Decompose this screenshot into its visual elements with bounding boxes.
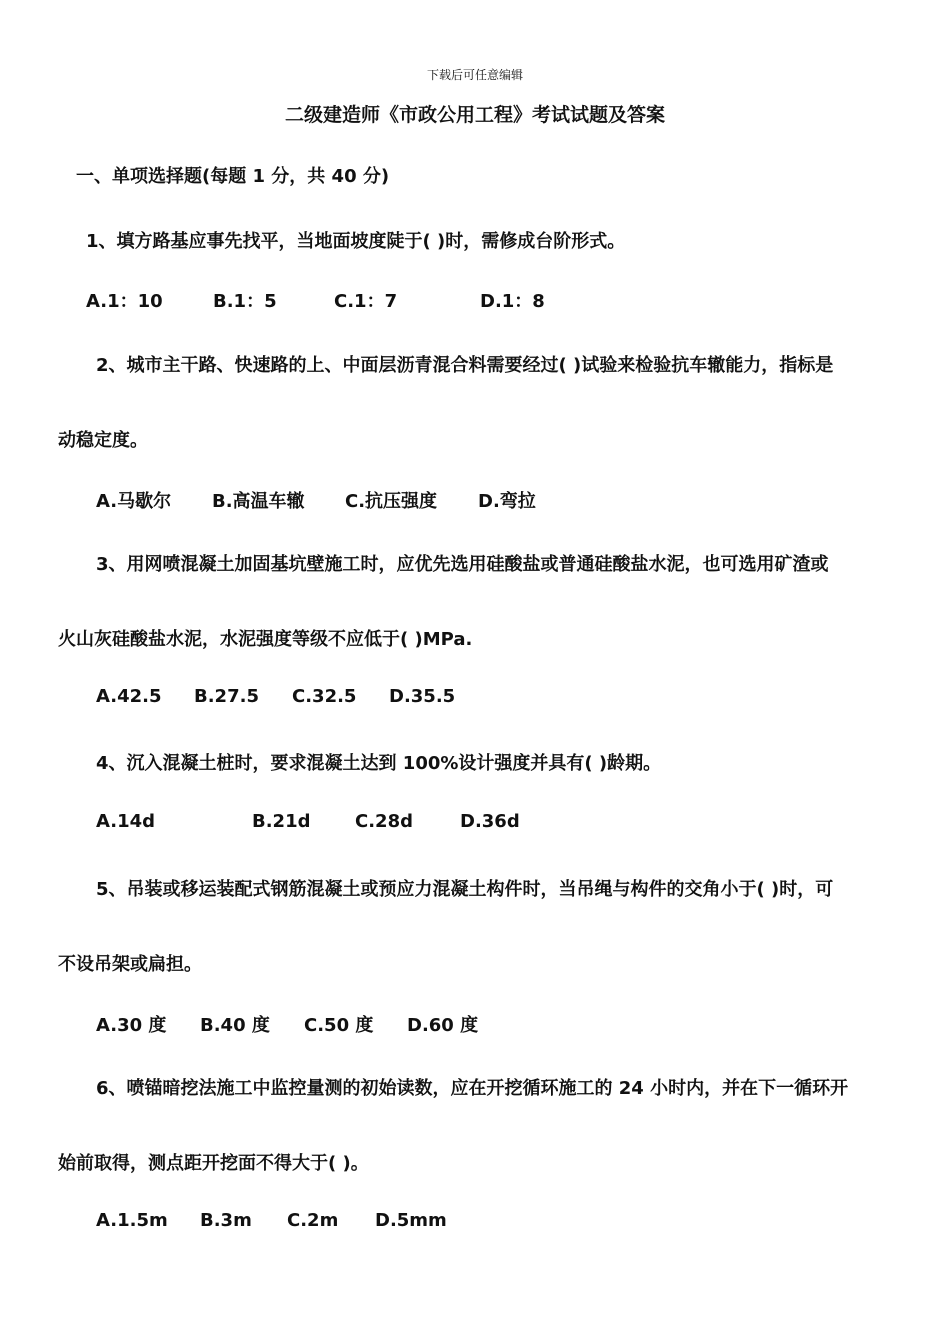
question-5-option-c: C.50 度 <box>304 1015 374 1036</box>
question-3-line-1: 3、用网喷混凝土加固基坑壁施工时，应优先选用硅酸盐或普通硅酸盐水泥，也可选用矿渣或 <box>96 554 829 575</box>
question-1-line-1: 1、填方路基应事先找平，当地面坡度陡于( )时，需修成台阶形式。 <box>86 231 626 252</box>
question-2-line-2: 动稳定度。 <box>58 430 148 451</box>
question-6-option-a: A.1.5m <box>96 1210 168 1231</box>
question-3-line-2: 火山灰硅酸盐水泥，水泥强度等级不应低于( )MPa. <box>58 629 473 650</box>
question-4-option-c: C.28d <box>355 811 413 832</box>
question-6-line-1: 6、喷锚暗挖法施工中监控量测的初始读数，应在开挖循环施工的 24 小时内，并在下一循环开 <box>96 1078 849 1099</box>
header-note: 下载后可任意编辑 <box>426 68 523 82</box>
question-5-option-b: B.40 度 <box>200 1015 270 1036</box>
question-1-option-d: D.1：8 <box>480 291 545 312</box>
question-1-option-a: A.1：10 <box>86 291 163 312</box>
question-2-option-b: B.高温车辙 <box>212 491 305 512</box>
question-1-option-b: B.1：5 <box>213 291 277 312</box>
question-5-option-d: D.60 度 <box>407 1015 479 1036</box>
question-3-option-b: B.27.5 <box>194 686 259 707</box>
document-title: 二级建造师《市政公用工程》考试试题及答案 <box>284 104 665 126</box>
question-4-option-a: A.14d <box>96 811 156 832</box>
question-3-option-d: D.35.5 <box>389 686 456 707</box>
question-6-option-c: C.2m <box>287 1210 339 1231</box>
question-6-option-b: B.3m <box>200 1210 252 1231</box>
question-4-option-b: B.21d <box>252 811 311 832</box>
question-6-option-d: D.5mm <box>375 1210 447 1231</box>
question-2-option-d: D.弯拉 <box>478 491 536 512</box>
question-3-option-c: C.32.5 <box>292 686 357 707</box>
section-heading: 一、单项选择题(每题 1 分，共 40 分) <box>76 166 390 187</box>
question-1-option-c: C.1：7 <box>334 291 398 312</box>
question-5-line-2: 不设吊架或扁担。 <box>58 954 202 975</box>
question-4-option-d: D.36d <box>460 811 520 832</box>
question-5-line-1: 5、吊装或移运装配式钢筋混凝土或预应力混凝土构件时，当吊绳与构件的交角小于( )时，可 <box>96 879 834 900</box>
question-5-option-a: A.30 度 <box>96 1015 167 1036</box>
question-3-option-a: A.42.5 <box>96 686 162 707</box>
question-2-option-a: A.马歇尔 <box>96 491 172 512</box>
question-2-line-1: 2、城市主干路、快速路的上、中面层沥青混合料需要经过( )试验来检验抗车辙能力，指标是 <box>96 355 834 376</box>
question-6-line-2: 始前取得，测点距开挖面不得大于( )。 <box>58 1153 369 1174</box>
question-4-line-1: 4、沉入混凝土桩时，要求混凝土达到 100%设计强度并具有( )龄期。 <box>96 753 662 774</box>
question-2-option-c: C.抗压强度 <box>345 491 438 512</box>
